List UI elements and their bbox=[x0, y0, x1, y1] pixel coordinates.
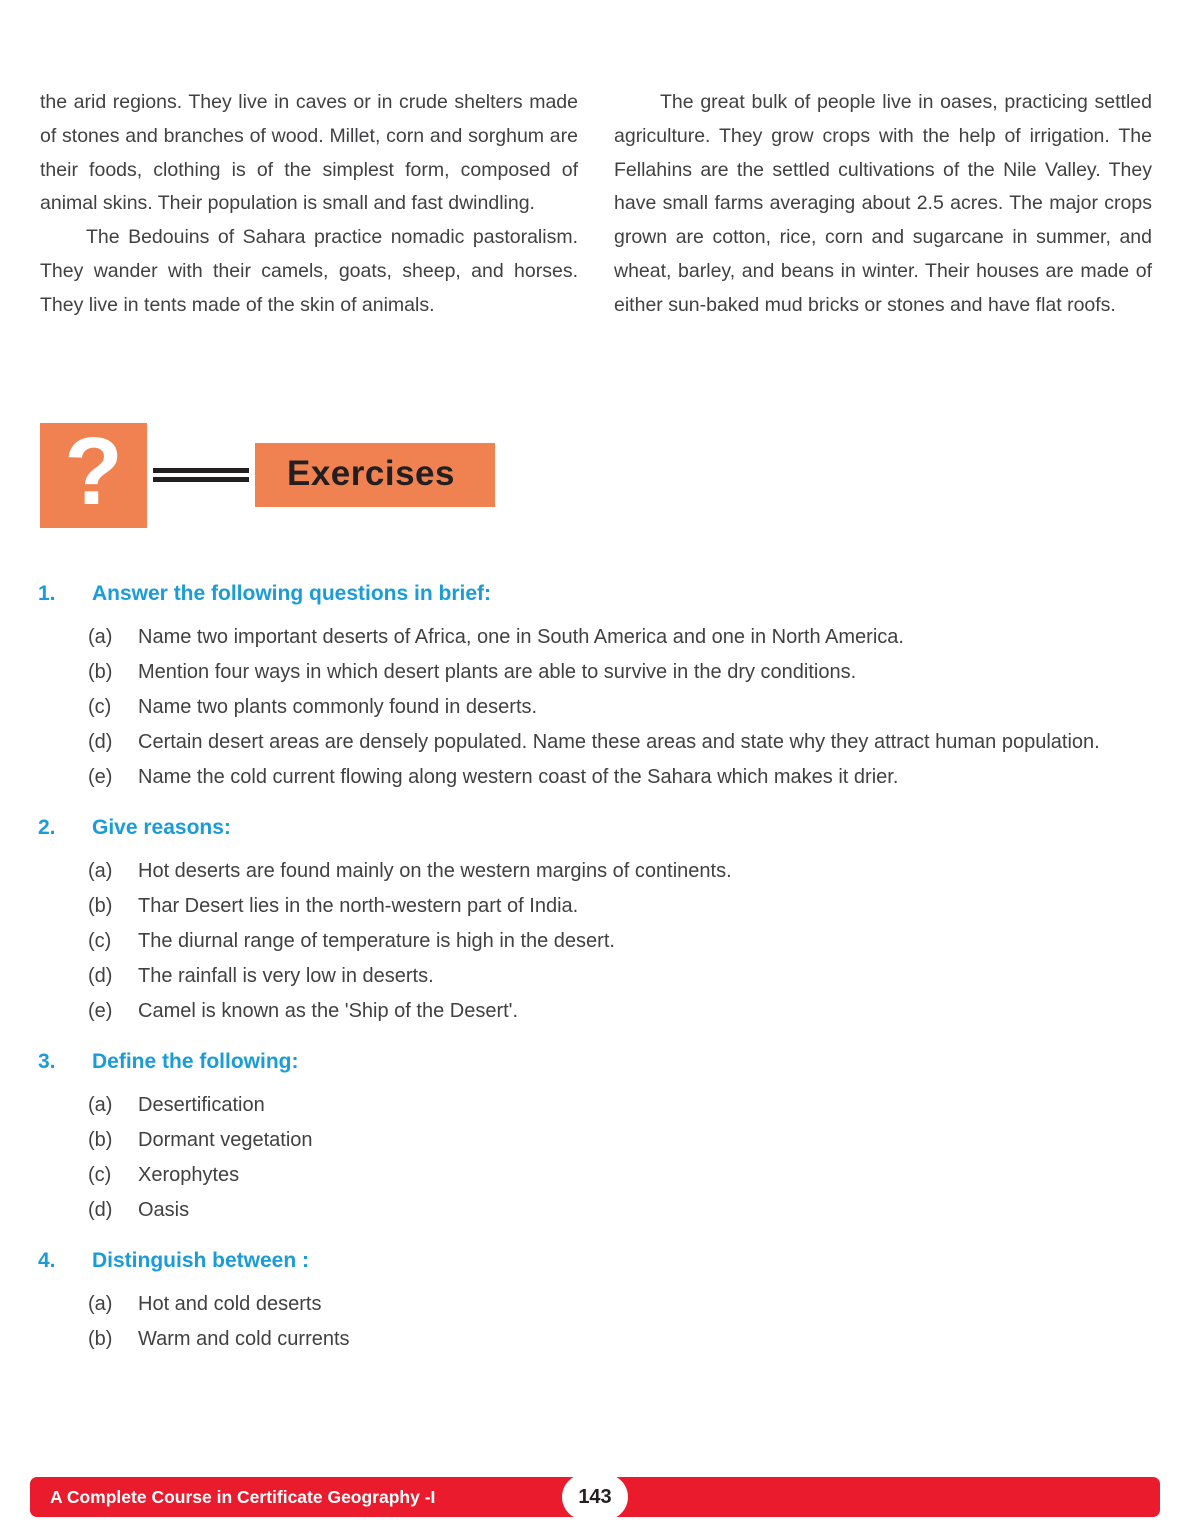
right-column bbox=[614, 86, 1152, 323]
paragraph: The great bulk of people live in oases, practicing settled agriculture. They grow crops with the help of irrigation. The Fellahins are the settled cultivations of the Nile Valley. They have small farms averaging about 2.5 acres. The major crops grown are cotton, rice, corn and sugarcane in summer, and wheat, barley, and beans in winter. Their houses are made of either sun-baked mud bricks or stones and have flat roofs. bbox=[614, 91, 1152, 316]
item-label: (d) bbox=[88, 1198, 113, 1221]
section-heading-text: Answer the following questions in brief: bbox=[92, 581, 492, 605]
section-number: 1. bbox=[38, 581, 56, 605]
item-label: (a) bbox=[88, 1292, 113, 1315]
list-item bbox=[38, 725, 1151, 760]
item-text: Hot deserts are found mainly on the western margins of continents. bbox=[138, 859, 732, 882]
paragraph: The Bedouins of Sahara practice nomadic pastoralism. They wander with their camels, goats, sheep, and horses. They live in tents made of the skin of animals. bbox=[40, 226, 578, 316]
item-text: Camel is known as the 'Ship of the Desert'. bbox=[138, 999, 519, 1022]
list-item bbox=[38, 994, 1151, 1029]
item-label: (b) bbox=[88, 1128, 113, 1151]
list-item bbox=[38, 959, 1151, 994]
section-number: 4. bbox=[38, 1248, 56, 1272]
section-heading-text: Distinguish between : bbox=[92, 1248, 310, 1272]
item-text: Oasis bbox=[138, 1198, 190, 1221]
item-text: Certain desert areas are densely populated. Name these areas and state why they attract human population. bbox=[138, 730, 1100, 753]
footer-bar bbox=[30, 1477, 1160, 1517]
book-title: A Complete Course in Certificate Geography -I bbox=[50, 1486, 436, 1507]
section-heading-text: Give reasons: bbox=[92, 815, 231, 839]
exercises-title: Exercises bbox=[255, 443, 495, 507]
section-number: 3. bbox=[38, 1049, 56, 1073]
item-text: Mention four ways in which desert plants are able to survive in the dry conditions. bbox=[138, 660, 857, 683]
list-item bbox=[38, 690, 1151, 725]
item-text: Dormant vegetation bbox=[138, 1128, 313, 1151]
list-item bbox=[38, 1123, 1151, 1158]
list-item bbox=[38, 760, 1151, 795]
item-text: The rainfall is very low in deserts. bbox=[138, 964, 434, 987]
list-item bbox=[38, 1322, 1151, 1357]
item-label: (e) bbox=[88, 765, 113, 788]
section-distinguish-between bbox=[38, 1243, 1151, 1357]
item-text: Hot and cold deserts bbox=[138, 1292, 322, 1315]
list-item bbox=[38, 889, 1151, 924]
left-column bbox=[40, 86, 578, 323]
section-heading bbox=[38, 1044, 1151, 1079]
item-label: (e) bbox=[88, 999, 113, 1022]
section-heading bbox=[38, 810, 1151, 845]
list-item bbox=[38, 1193, 1151, 1228]
question-mark-icon: ? bbox=[40, 423, 147, 528]
item-label: (b) bbox=[88, 660, 113, 683]
item-label: (b) bbox=[88, 894, 113, 917]
double-rule-decoration bbox=[153, 468, 249, 482]
section-heading bbox=[38, 576, 1151, 611]
list-item bbox=[38, 620, 1151, 655]
item-label: (c) bbox=[88, 695, 112, 718]
list-item bbox=[38, 924, 1151, 959]
section-number: 2. bbox=[38, 815, 56, 839]
item-text: Warm and cold currents bbox=[138, 1327, 350, 1350]
item-label: (d) bbox=[88, 730, 113, 753]
item-text: The diurnal range of temperature is high in the desert. bbox=[138, 929, 615, 952]
section-define-following bbox=[38, 1044, 1151, 1228]
section-heading bbox=[38, 1243, 1151, 1278]
section-give-reasons bbox=[38, 810, 1151, 1029]
item-label: (c) bbox=[88, 929, 112, 952]
item-label: (b) bbox=[88, 1327, 113, 1350]
item-label: (a) bbox=[88, 1093, 113, 1116]
item-text: Name two plants commonly found in deserts. bbox=[138, 695, 538, 718]
paragraph: the arid regions. They live in caves or in crude shelters made of stones and branches of wood. Millet, corn and sorghum are their foods, clothing is of the simplest form, composed of animal skins. Their population is small and fast dwindling. bbox=[40, 91, 578, 215]
list-item bbox=[38, 1158, 1151, 1193]
exercises-banner bbox=[40, 418, 1191, 528]
item-label: (c) bbox=[88, 1163, 112, 1186]
list-item bbox=[38, 655, 1151, 690]
item-label: (a) bbox=[88, 625, 113, 648]
item-text: Xerophytes bbox=[138, 1163, 240, 1186]
item-text: Name two important deserts of Africa, one in South America and one in North America. bbox=[138, 625, 904, 648]
list-item bbox=[38, 1088, 1151, 1123]
list-item bbox=[38, 1287, 1151, 1322]
item-label: (a) bbox=[88, 859, 113, 882]
section-heading-text: Define the following: bbox=[92, 1049, 299, 1073]
item-text: Thar Desert lies in the north-western part of India. bbox=[138, 894, 579, 917]
list-item bbox=[38, 854, 1151, 889]
item-text: Desertification bbox=[138, 1093, 265, 1116]
exercise-sections bbox=[38, 576, 1151, 1357]
body-text-columns bbox=[0, 0, 1191, 323]
item-label: (d) bbox=[88, 964, 113, 987]
section-answer-in-brief bbox=[38, 576, 1151, 795]
item-text: Name the cold current flowing along western coast of the Sahara which makes it drier. bbox=[138, 765, 899, 788]
page-number-badge: 143 bbox=[562, 1474, 628, 1520]
